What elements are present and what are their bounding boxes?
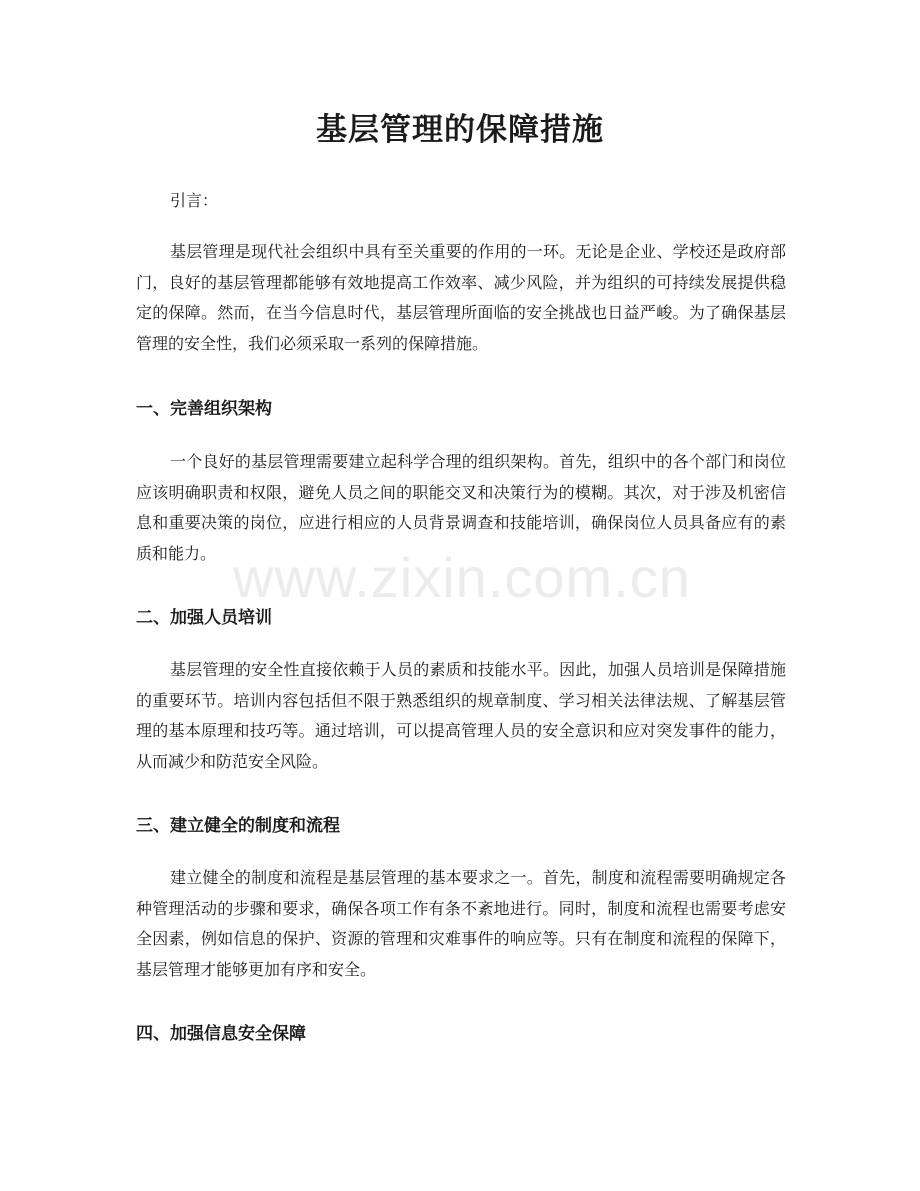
section-heading-4: 四、加强信息安全保障 xyxy=(136,1024,306,1044)
section-heading-3: 三、建立健全的制度和流程 xyxy=(136,816,340,836)
watermark: www.zixin.com.cn xyxy=(233,546,691,609)
section-paragraph-3: 建立健全的制度和流程是基层管理的基本要求之一。首先，制度和流程需要明确规定各种管理活动的步骤和要求，确保各项工作有条不紊地进行。同时，制度和流程也需要考虑安全因素，例如信息的保护、资源的管理和灾难事件的响应等。只有在制度和流程的保障下，基层管理才能够更加有序和安全。 xyxy=(136,868,786,979)
section-heading-2: 二、加强人员培训 xyxy=(136,608,272,628)
section-heading-1: 一、完善组织架构 xyxy=(136,399,272,419)
intro-paragraph: 基层管理是现代社会组织中具有至关重要的作用的一环。无论是企业、学校还是政府部门，良好的基层管理都能够有效地提高工作效率、减少风险，并为组织的可持续发展提供稳定的保障。然而，在当今信息时代，基层管理所面临的安全挑战也日益严峻。为了确保基层管理的安全性，我们必须采取一系列的保障措施。 xyxy=(136,242,786,353)
page-title: 基层管理的保障措施 xyxy=(316,112,604,148)
section-paragraph-2: 基层管理的安全性直接依赖于人员的素质和技能水平。因此，加强人员培训是保障措施的重要环节。培训内容包括但不限于熟悉组织的规章制度、学习相关法律法规、了解基层管理的基本原理和技巧等。通过培训，可以提高管理人员的安全意识和应对突发事件的能力，从而减少和防范安全风险。 xyxy=(136,660,786,771)
intro-label: 引言： xyxy=(170,191,219,210)
section-paragraph-1: 一个良好的基层管理需要建立起科学合理的组织架构。首先，组织中的各个部门和岗位应该明确职责和权限，避免人员之间的职能交叉和决策行为的模糊。其次，对于涉及机密信息和重要决策的岗位，应进行相应的人员背景调查和技能培训，确保岗位人员具备应有的素质和能力。 xyxy=(136,452,786,563)
